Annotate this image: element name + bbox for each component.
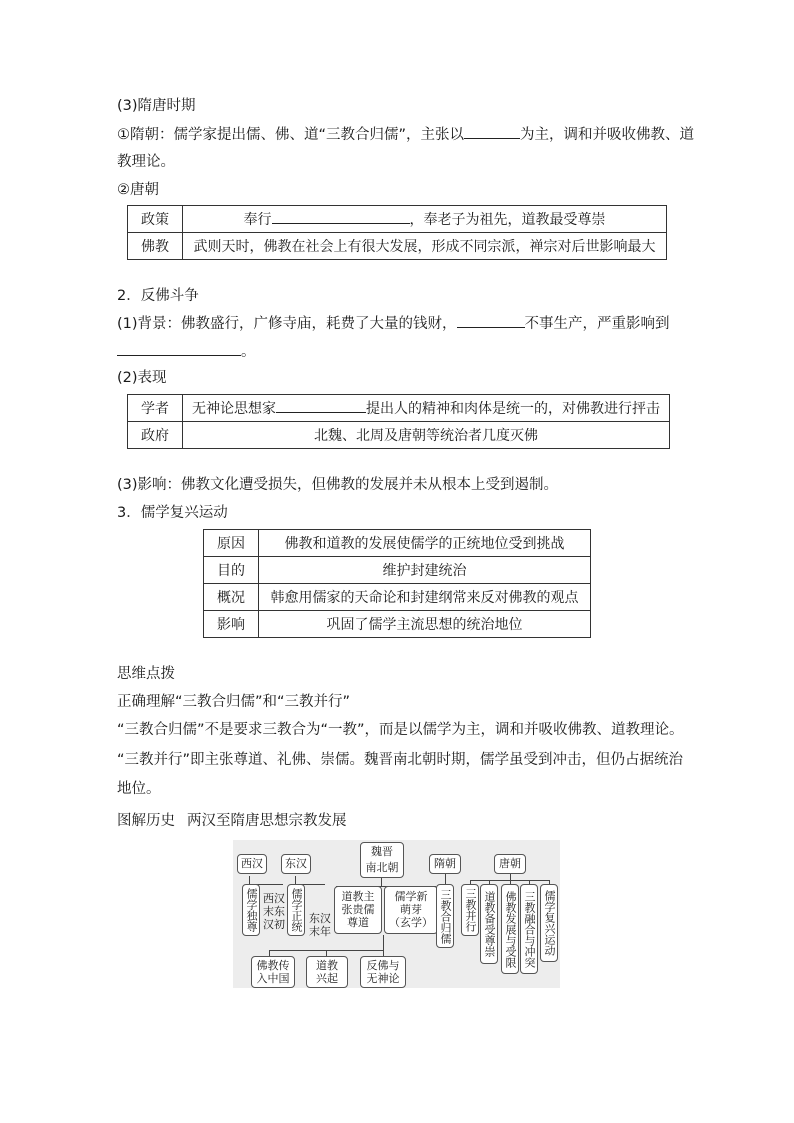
table-key: 原因	[204, 530, 259, 557]
table-value: 韩愈用儒家的天命论和封建纲常来反对佛教的观点	[259, 584, 591, 611]
tip-heading: 思维点拨	[117, 666, 175, 682]
table-value: 巩固了儒学主流思想的统治地位	[259, 611, 591, 638]
sui-paragraph-line2: 教理论。	[117, 154, 175, 170]
fill-blank	[272, 209, 410, 224]
node-tangchao: 唐朝	[494, 854, 526, 874]
label-dh-mo: 东汉 末年	[309, 912, 331, 938]
table-key: 概况	[204, 584, 259, 611]
section-ruxue-heading: 3．儒学复兴运动	[117, 505, 228, 521]
table-value: 武则天时，佛教在社会上有很大发展，形成不同宗派，禅宗对后世影响最大	[183, 233, 667, 260]
table-row	[128, 422, 670, 449]
node-rxfx: 儒学复兴运动	[540, 884, 558, 962]
table-row	[204, 557, 591, 584]
node-fflw: 反佛与 无神论	[360, 956, 406, 988]
fill-blank	[457, 313, 525, 328]
fanfo-table	[127, 394, 670, 449]
fill-blank	[464, 124, 520, 139]
node-fjfz: 佛教发展与受限	[501, 884, 519, 974]
node-donghan: 东汉	[281, 854, 311, 874]
node-suichao: 隋朝	[429, 854, 461, 874]
node-fjcr: 佛教传 入中国	[251, 956, 295, 988]
label-xh-mo: 西汉 末东 汉初	[263, 892, 285, 931]
table-key: 佛教	[128, 233, 183, 260]
node-weijin: 魏晋 南北朝	[360, 842, 404, 878]
background-line2: 。	[117, 341, 256, 362]
table-row	[128, 395, 670, 422]
table-value: 无神论思想家 提出人的精神和肉体是统一的，对佛教进行抨击	[183, 395, 670, 422]
sui-text-a: ①隋朝：儒学家提出儒、佛、道“三教合归儒”，主张以	[117, 127, 465, 143]
table-row	[204, 584, 591, 611]
table-key: 目的	[204, 557, 259, 584]
table-row	[204, 611, 591, 638]
table-value: 维护封建统治	[259, 557, 591, 584]
tip-paragraph-2b: 地位。	[117, 781, 161, 797]
node-sjbx: 三教并行	[461, 884, 479, 936]
node-xihan: 西汉	[237, 854, 267, 874]
node-dj-zz: 道教主 张贵儒 尊道	[334, 886, 382, 934]
table-value: 奉行 ，奉老子为祖先，道教最受尊崇	[183, 206, 667, 233]
node-rxdz: 儒学独尊	[242, 884, 260, 936]
table-value: 北魏、北周及唐朝等统治者几度灭佛	[183, 422, 670, 449]
tang-table	[127, 205, 667, 260]
sui-text-b: 为主，调和并吸收佛教、道	[520, 127, 695, 143]
tip-paragraph-2a: “三教并行”即主张尊道、礼佛、崇儒。魏晋南北朝时期，儒学虽受到冲击，但仍占据统治	[117, 752, 684, 768]
table-row	[204, 530, 591, 557]
background-line1: (1)背景：佛教盛行，广修寺庙，耗费了大量的钱财， 不事生产，严重影响到	[117, 313, 670, 334]
history-diagram	[233, 840, 560, 988]
table-row	[128, 206, 667, 233]
node-djxq: 道教 兴起	[306, 956, 348, 988]
node-rxzt: 儒学正统	[287, 884, 305, 936]
node-sjhgr: 三教合归儒	[436, 884, 454, 948]
table-value: 佛教和道教的发展使儒学的正统地位受到挑战	[259, 530, 591, 557]
node-rx-xin: 儒学新 萌芽 （玄学）	[384, 886, 438, 934]
sui-paragraph-line1	[117, 124, 694, 145]
table-key: 政策	[128, 206, 183, 233]
biaoxian-heading: (2)表现	[117, 370, 167, 386]
diagram-caption: 图解历史 两汉至隋唐思想宗教发展	[117, 813, 347, 829]
tip-paragraph-1: “三教合归儒”不是要求三教合为“一教”，而是以儒学为主，调和并吸收佛教、道教理论。	[117, 722, 684, 738]
node-sjrh: 三教融合与冲突	[520, 884, 538, 974]
section-sui-tang-heading: (3)隋唐时期	[117, 98, 196, 114]
tang-heading: ②唐朝	[117, 182, 159, 198]
fill-blank	[276, 398, 366, 413]
fill-blank	[117, 341, 241, 356]
node-djbs: 道教备受尊崇	[480, 884, 498, 964]
ruxue-table	[203, 529, 591, 638]
table-key: 影响	[204, 611, 259, 638]
section-fanfo-heading: 2．反佛斗争	[117, 288, 199, 304]
tip-title: 正确理解“三教合归儒”和“三教并行”	[117, 694, 351, 710]
table-key: 政府	[128, 422, 183, 449]
effect-line: (3)影响：佛教文化遭受损失，但佛教的发展并未从根本上受到遏制。	[117, 477, 559, 493]
table-key: 学者	[128, 395, 183, 422]
table-row	[128, 233, 667, 260]
